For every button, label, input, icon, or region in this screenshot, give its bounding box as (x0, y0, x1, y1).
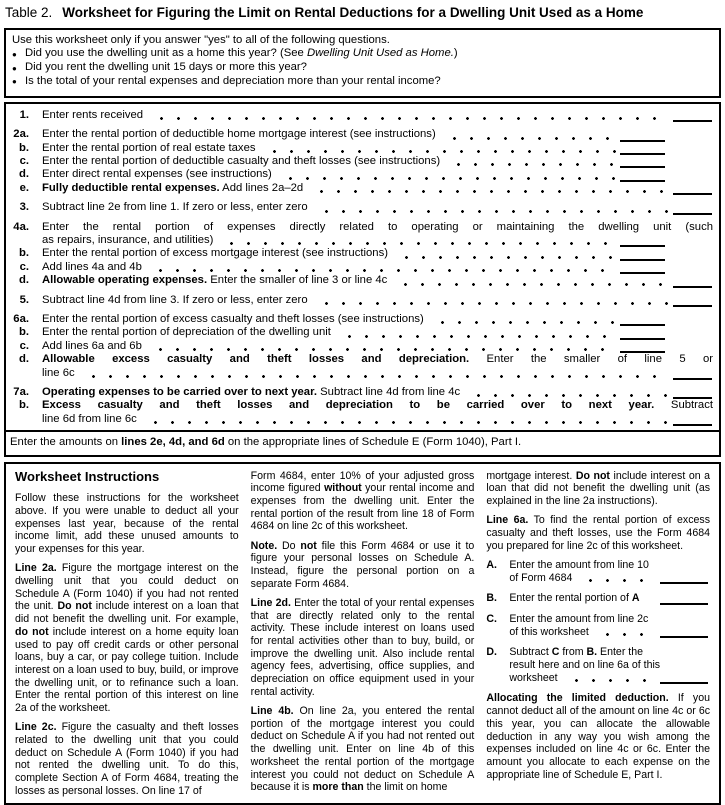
bullet-icon: ● (12, 49, 17, 59)
instruction-paragraph-line-2a: Line 2a. Figure the mortgage interest on the dwelling unit that you could deduct on Schedule A (Form 1040) if you had not rented the unit. Do not include interest on a loan that did not benefit the dwelling unit. For example, do not include interest on a home equity loan used to pay off credit cards or other personal loans, buy a car, or pay college tuition. Include interest on a loan used to buy, build, or improve the dwelling unit, or to refinance such a loan. Enter the rental portion of this interest on line 2a of the worksheet. (15, 562, 239, 715)
dot-leader (599, 633, 657, 636)
instruction-paragraph: Form 4684, enter 10% of your adjusted gross income figured without your rental income and expenses from the dwelling unit. Enter the rental portion of the result from line 18 of Form 4684 on line 2c of this worksheet. (250, 469, 475, 533)
line-number: c. (19, 339, 29, 352)
dot-leader (318, 302, 670, 305)
instructions-column-2 (251, 470, 475, 795)
line-number: b. (18, 247, 29, 260)
line-text: Subtract line 2e from line 1. If zero or less, enter zero (42, 201, 308, 214)
dot-leader (341, 335, 617, 338)
document-title (5, 5, 721, 20)
line-number: 1. (19, 108, 29, 121)
line-text: Add lines 6a and 6b (42, 339, 142, 352)
amount-entry-line (673, 193, 712, 195)
line-text: Enter the rental portion of real estate taxes (42, 141, 256, 154)
line-number: b. (18, 399, 29, 412)
instruction-paragraph-line-4b: Line 4b. On line 2a, you entered the rental portion of the mortgage interest you could deduct on Schedule A if you had not rented out the dwelling unit. Enter on line 4b of this worksheet the rental portion of the mortgage interest you could not deduct on Schedule A because it is more than the limit on home (250, 705, 475, 794)
dot-leader (582, 579, 657, 582)
instruction-paragraph-note: Note. Do not file this Form 4684 or use it to figure your personal losses on Schedule A. Instead, figure the personal portion on a separate Form 4684. (250, 539, 475, 590)
instruction-paragraph-line-6a: Line 6a. To find the rental portion of excess casualty and theft losses, use the Form 4684 you prepared for line 2c of this worksheet. (486, 514, 711, 552)
line-number: b. (18, 326, 29, 339)
line-number: d. (18, 168, 29, 181)
amount-entry-line (673, 213, 712, 215)
amount-entry-line (673, 378, 712, 380)
question-text: Is the total of your rental expenses and depreciation more than your rental income? (25, 74, 441, 87)
amount-entry-line (673, 424, 712, 426)
amount-entry-line (660, 682, 708, 684)
dot-leader (147, 421, 670, 424)
worksheet-row-6c (6, 340, 719, 353)
amount-entry-line (660, 582, 708, 584)
line-text: Enter the rental portion of expenses directly related to operating or maintaining the dwelling unit (such (42, 220, 713, 233)
subline-text: Enter the amount from line 10 (509, 558, 649, 571)
line-text-continued: line 6d from line 6c (42, 412, 137, 425)
intro-lead-text: Use this worksheet only if you answer "yes" to all of the following questions. (12, 34, 390, 46)
instruction-paragraph: mortgage interest. Do not include interest on a loan that did not benefit the dwelling unit (as explained in the line 2a instructions). (486, 469, 711, 508)
line-number: c. (19, 154, 29, 167)
dot-leader (266, 150, 617, 153)
instructions-column-3 (486, 470, 710, 795)
table-title-text: Worksheet for Figuring the Limit on Rental Deductions for a Dwelling Unit Used as a Home (62, 5, 644, 20)
question-item (12, 75, 711, 89)
dot-leader (434, 321, 617, 324)
line-text: Subtract line 4d from line 3. If zero or less, enter zero (42, 293, 308, 306)
line-text: Allowable excess casualty and theft losses and depreciation. Enter the smaller of line 5 or (42, 353, 713, 366)
dot-leader (282, 177, 617, 180)
line-number: b. (18, 141, 29, 154)
question-item (12, 47, 711, 61)
line-text: Enter the rental portion of depreciation of the dwelling unit (42, 326, 331, 339)
line-number: d. (18, 353, 29, 366)
line-text: Enter the rental portion of excess casualty and theft losses (see instructions) (42, 312, 424, 325)
dot-leader (153, 117, 670, 120)
worksheet-row-4b (6, 247, 719, 260)
subline-text: result here and on line 6a of this (509, 659, 661, 672)
table-number-label: Table 2. (5, 5, 53, 20)
worksheet-row-2d (6, 168, 719, 181)
line-number: 6a. (13, 312, 29, 325)
dot-leader (85, 375, 670, 378)
dot-leader (318, 210, 670, 213)
line-text-continued: as repairs, insurance, and utilities) (42, 233, 214, 246)
subline-text-continued: of Form 4684 (509, 571, 573, 584)
line-number: e. (19, 181, 29, 194)
line-text: Enter the rental portion of deductible home mortgage interest (see instructions) (42, 128, 436, 141)
subline-letter: D. (486, 646, 497, 659)
subline-letter: B. (486, 592, 497, 605)
subline-text-continued: of this worksheet (509, 625, 589, 638)
subline-text: Enter the rental portion of A (509, 592, 640, 605)
line-text: Operating expenses to be carried over to next year. Subtract line 4d from line 4c (42, 386, 461, 398)
line-text: Enter direct rental expenses (see instructions) (42, 168, 272, 181)
amount-entry-line (673, 120, 712, 122)
dot-leader (650, 600, 658, 603)
line-number: 2a. (13, 128, 29, 141)
dot-leader (152, 269, 617, 272)
line-text-continued: line 6c (42, 366, 75, 379)
instructions-heading: Worksheet Instructions (15, 468, 160, 484)
worksheet-row-2b (6, 142, 719, 155)
worksheet-row-6a (6, 313, 719, 326)
line-text: Add lines 4a and 4b (42, 260, 142, 273)
question-text: Did you rent the dwelling unit 15 days or more this year? (25, 61, 307, 74)
qualifying-questions-box (4, 28, 721, 98)
worksheet-row-2c (6, 155, 719, 168)
dot-leader (223, 242, 617, 245)
line-number: c. (19, 260, 29, 273)
line-text: Allowable operating expenses. Enter the smaller of line 3 or line 4c (42, 274, 388, 287)
worksheet-box (4, 102, 721, 457)
amount-entry-line (660, 603, 708, 605)
instruction-paragraph-line-2c: Line 2c. Figure the casualty and theft losses related to the dwelling unit that you could deduct on Schedule A (Form 1040) if you had not rented the dwelling unit. To do this, complete Section A of Form 4684, treating the losses as personal losses. On line 17 of (15, 721, 239, 797)
subline-letter: C. (486, 612, 497, 625)
line-number: 7a. (13, 386, 29, 398)
instruction-paragraph-allocating: Allocating the limited deduction. If you cannot deduct all of the amount on line 4c or 6c this year, you can allocate the allowable deduction in any way you wish among the expenses included on line 4c or 6c. Enter the amount you allocate to each expense on the appropriate line of Schedule E, Part I. (486, 692, 711, 781)
subline-text-continued: worksheet (509, 671, 558, 684)
dot-leader (398, 256, 617, 259)
line-text: Enter rents received (42, 108, 144, 121)
instruction-paragraph: Follow these instructions for the worksheet above. If you were unable to deduct all your expenses last year, because of the rental income limit, add these unused amounts to your expenses for this year. (15, 492, 239, 556)
worksheet-row-7b (6, 399, 719, 426)
dot-leader (152, 348, 617, 351)
subline-letter: A. (486, 558, 497, 571)
dot-leader (450, 163, 617, 166)
question-text: Did you use the dwelling unit as a home this year? (See Dwelling Unit Used as Home.) (25, 47, 458, 60)
line-number: 4a. (13, 220, 29, 233)
subline-item-A (486, 559, 710, 584)
dot-leader (397, 283, 670, 286)
worksheet-row-7a (6, 386, 719, 399)
line-text: Enter the rental portion of deductible casualty and theft losses (see instructions) (42, 154, 441, 167)
line-number: 5. (19, 293, 29, 306)
bullet-icon: ● (12, 63, 17, 73)
subline-text: Subtract C from B. Enter the (509, 646, 644, 659)
amount-entry-line (673, 286, 712, 288)
dot-leader (568, 679, 657, 682)
worksheet-row-4c (6, 261, 719, 274)
worksheet-row-2e (6, 182, 719, 195)
worksheet-row-6b (6, 326, 719, 339)
instruction-paragraph-line-2d: Line 2d. Enter the total of your rental expenses that are directly related only to the rental activity. These include interest on loans used for rental activities other than to buy, build, or improve the dwelling unit. Also include rental agency fees, advertising, office supplies, and depreciation on office equipment used in your rental activity. (250, 596, 475, 698)
dot-leader (313, 190, 670, 193)
worksheet-row-5 (6, 294, 719, 307)
subline-item-C (486, 613, 710, 638)
line-number: 3. (19, 201, 29, 214)
worksheet-row-1 (6, 109, 719, 122)
subline-item-D (486, 646, 710, 684)
line-text: Excess casualty and theft losses and depreciation to be carried over to next year. Subtract (42, 399, 713, 412)
amount-entry-line (660, 636, 708, 638)
worksheet-row-3 (6, 201, 719, 214)
question-item (12, 61, 711, 75)
worksheet-row-4d (6, 274, 719, 287)
instructions-column-1 (15, 470, 239, 795)
instructions-box (4, 462, 721, 805)
worksheet-row-4a (6, 221, 719, 248)
line-number: d. (18, 274, 29, 287)
subline-text: Enter the amount from line 2c (509, 612, 649, 625)
worksheet-footnote: Enter the amounts on lines 2e, 4d, and 6d on the appropriate lines of Schedule E (Form 1040), Part I. (6, 430, 719, 454)
worksheet-row-6d (6, 353, 719, 380)
subline-item-B (486, 592, 710, 605)
dot-leader (446, 137, 617, 140)
bullet-icon: ● (12, 77, 17, 87)
worksheet-row-2a (6, 128, 719, 141)
amount-entry-line (673, 305, 712, 307)
dot-leader (470, 394, 670, 397)
line-text: Enter the rental portion of excess mortgage interest (see instructions) (42, 247, 388, 260)
line-text: Fully deductible rental expenses. Add lines 2a–2d (42, 181, 304, 194)
